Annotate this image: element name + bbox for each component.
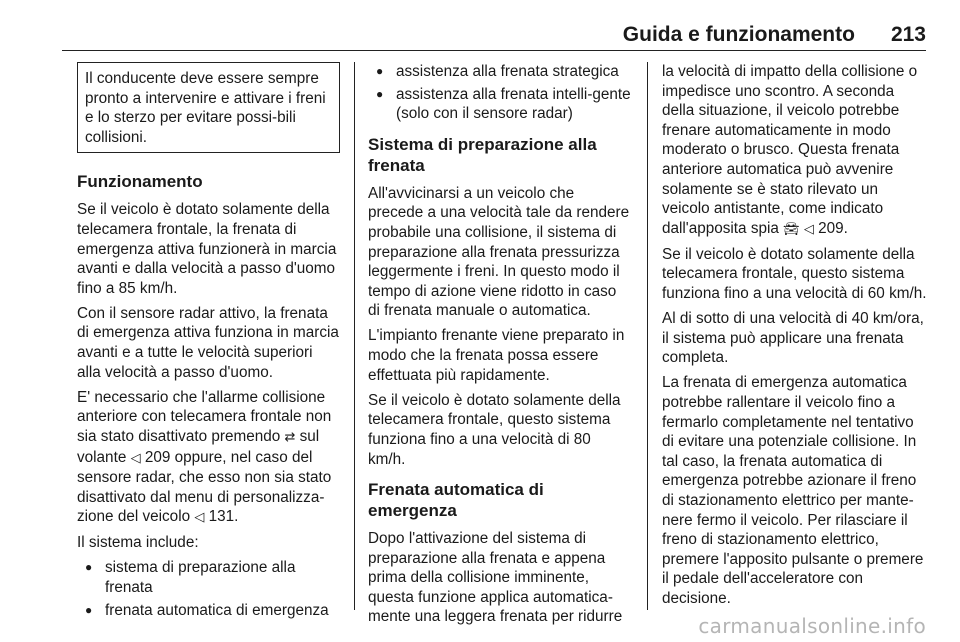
paragraph <box>662 62 927 239</box>
column-divider <box>647 62 648 610</box>
section-title: Guida e funzionamento <box>622 23 855 46</box>
page-ref[interactable]: 131. <box>208 508 239 526</box>
paragraph: Con il sensore radar attivo, la frenata di emergenza attiva funziona in marcia avanti e a tutte le velocità superiori alla velocità a passo d'uomo. <box>77 304 339 381</box>
page-ref[interactable]: 209 <box>144 448 171 466</box>
warning-box <box>77 62 340 153</box>
page-ref-arrow-icon: ◁ <box>130 450 141 466</box>
feature-list <box>77 558 340 620</box>
column-divider <box>354 62 355 610</box>
page-ref-arrow-icon: ◁ <box>803 221 814 237</box>
paragraph: Al di sotto di una velocità di 40 km/ora, il sistema può applicare una frenata completa. <box>662 310 924 367</box>
column-2 <box>368 62 631 633</box>
page-number: 213 <box>890 23 926 46</box>
paragraph: Se il veicolo è dotato solamente della telecamera frontale, la frenata di emergenza attiva funzionerà in marcia avanti e dalla velocità a passo d'uomo fino a 85 km/h. <box>77 201 337 297</box>
paragraph: L'impianto frenante viene preparato in modo che la frenata possa essere effettuata più rapidamente. <box>368 327 625 384</box>
text-span: la velocità di impatto della collisione o impedisce uno scontro. A seconda della situazione, il veicolo potrebbe frenare automaticamente in modo moderato o brusco. Questa frenata anteriore automatica può avvenire solamente se è stato rilevato un veicolo antistante, come indicato dall'apposita spia <box>662 63 918 237</box>
text-span: sul volante <box>77 427 320 466</box>
list-item: ● sistema di preparazione alla frenata <box>77 558 340 597</box>
column-3 <box>662 62 927 614</box>
paragraph: Dopo l'attivazione del sistema di preparazione alla frenata e appena prima della collisione imminente, questa funzione applica automatica-mente una leggera frenata per ridurre <box>368 530 623 626</box>
car-distance-icon: ⇄ <box>284 429 296 445</box>
paragraph: La frenata di emergenza automatica potrebbe rallentare il veicolo fino a fermarlo completamente nel tentativo di evitare una potenziale collisione. In tal caso, la frenata automatica di emergenza potrebbe azionare il freno di stazionamento elettrico per mante-nere fermo il veicolo. Per rilasciare il freno di stazionamento elettrico, premere l'apposito pulsante o premere il pedale dell'acceleratore con decisione. <box>662 374 924 607</box>
paragraph: All'avvicinarsi a un veicolo che precede a una velocità tale da rendere probabile una collisione, il sistema di preparazione alla frenata pressurizza leggermente i freni. In questo modo il tempo di azione viene ridotto in caso di frenata manuale o automatica. <box>368 184 630 320</box>
vehicle-ahead-icon: 🚘︎ <box>783 221 800 237</box>
paragraph: Se il veicolo è dotato solamente della telecamera frontale, questo sistema funziona fino a una velocità di 80 km/h. <box>368 391 621 468</box>
paragraph <box>77 388 340 528</box>
list-item: ● assistenza alla frenata strategica <box>368 62 631 82</box>
column-1 <box>77 62 340 625</box>
heading-frenata-automatica: Frenata automatica di emergenza <box>368 480 544 521</box>
page-ref[interactable]: 209. <box>818 219 848 237</box>
paragraph: Se il veicolo è dotato solamente della telecamera frontale, questo sistema funziona fino a una velocità di 60 km/h. <box>662 245 927 303</box>
watermark: carmanualsonline.info <box>698 614 926 638</box>
feature-list <box>368 62 631 124</box>
paragraph: Il sistema include: <box>77 534 199 552</box>
page-ref-arrow-icon: ◁ <box>194 510 205 526</box>
heading-preparazione-frenata: Sistema di preparazione alla frenata <box>368 134 597 175</box>
text-span: E' necessario che l'allarme collisione anteriore con telecamera frontale non sia stato disattivato premendo <box>77 388 332 445</box>
heading-funzionamento: Funzionamento <box>77 172 203 192</box>
warning-text: Il conducente deve essere sempre pronto a intervenire e attivare i freni e lo sterzo per evitare possi-bili collisioni. <box>85 70 326 146</box>
page-header <box>62 18 926 51</box>
text-span: oppure, nel caso del sensore radar, che esso non sia stato disattivato dal menu di personalizza-zione del veicolo <box>77 448 332 526</box>
list-item: ● frenata automatica di emergenza <box>77 601 340 621</box>
list-item: ● assistenza alla frenata intelli-gente (solo con il sensore radar) <box>368 85 631 124</box>
